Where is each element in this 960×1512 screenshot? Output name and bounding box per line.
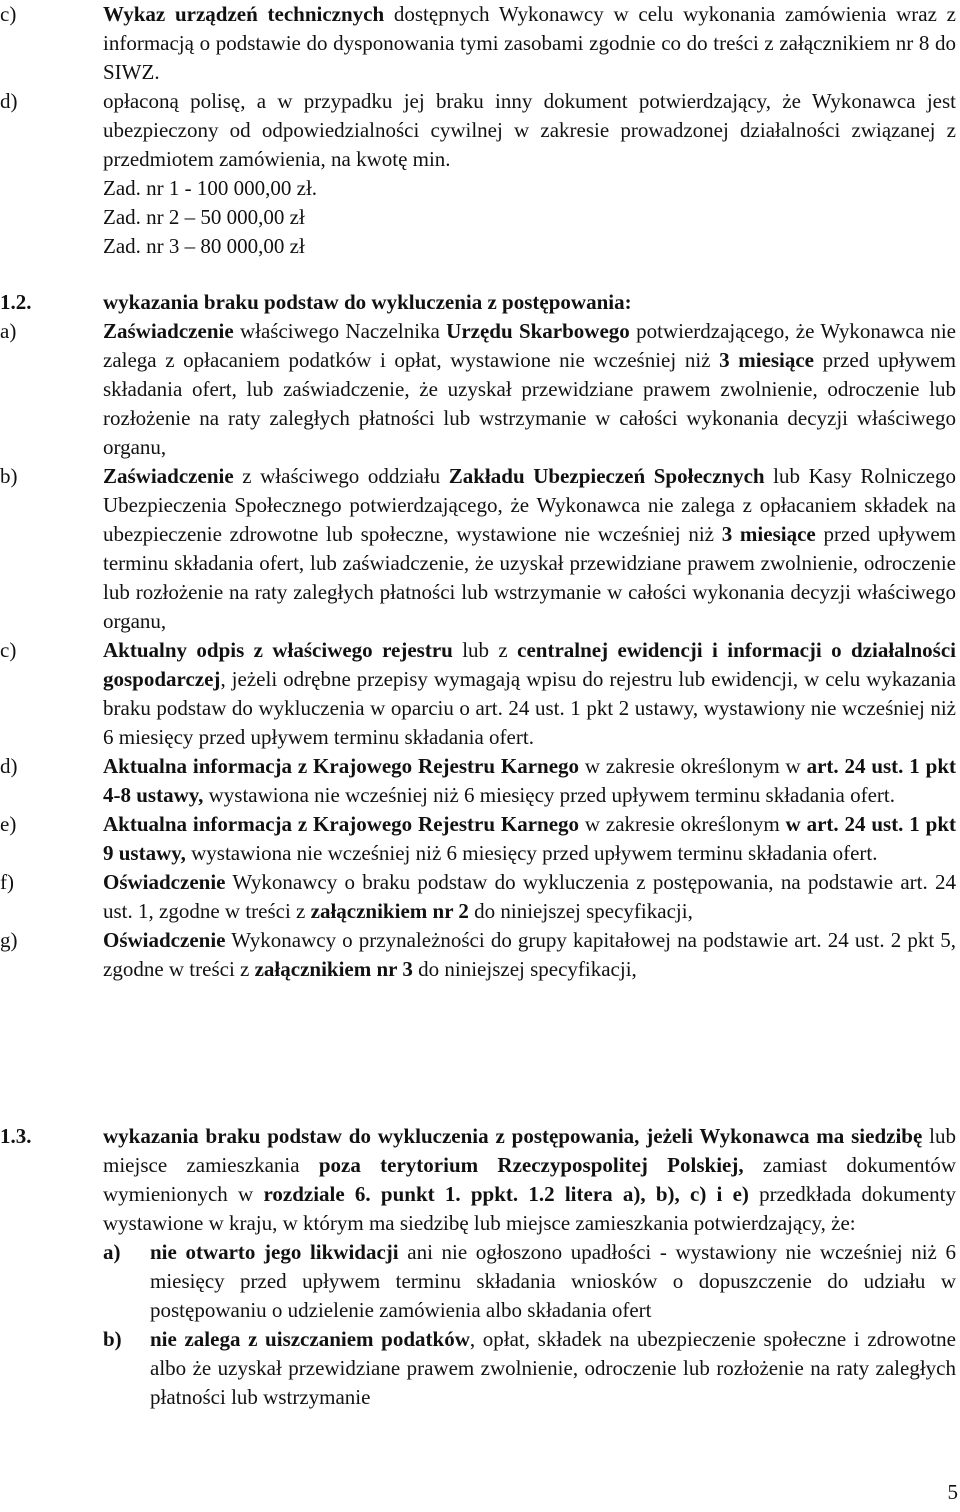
amount-line-2: Zad. nr 2 – 50 000,00 zł	[103, 205, 305, 229]
item-1-2-d	[0, 752, 960, 810]
item-label: a)	[103, 1240, 121, 1264]
item-label: g)	[0, 928, 18, 952]
item-text: Oświadczenie Wykonawcy o przynależności do grupy kapitałowej na podstawie art. 24 ust. 2 pkt 5, zgodne w treści z załącznikiem nr 3 do niniejszej specyfikacji,	[103, 928, 956, 981]
item-label: e)	[0, 812, 17, 836]
item-text: nie otwarto jego likwidacji ani nie ogłoszono upadłości - wystawiony nie wcześniej niż 6 miesięcy przed upływem terminu składania wniosków o dopuszczenie do udziału w postępowaniu o udzielenie zamówienia albo składania ofert	[150, 1240, 956, 1322]
item-label: c)	[0, 2, 17, 26]
item-text: Aktualny odpis z właściwego rejestru lub z centralnej ewidencji i informacji o działalności gospodarczej, jeżeli odrębne przepisy wymagają wpisu do rejestru lub ewidencji, w celu wykazania braku podstaw do wykluczenia w oparciu o art. 24 ust. 1 pkt 2 ustawy, wystawiony nie wcześniej niż 6 miesięcy przed upływem terminu składania ofert.	[103, 638, 956, 749]
item-text: opłaconą polisę, a w przypadku jej braku inny dokument potwierdzający, że Wykonawca jest ubezpieczony od odpowiedzialności cywilnej w zakresie prowadzonej działalności związanej z przedmiotem zamówienia, na kwotę min.	[103, 89, 956, 171]
item-1-3-a	[103, 1238, 960, 1325]
item-d-insurance	[0, 87, 960, 261]
item-1-2-a	[0, 317, 960, 462]
item-text: nie zalega z uiszczaniem podatków, opłat, składek na ubezpieczenie społeczne i zdrowotne albo że uzyskał przewidziane prawem zwolnienie, odroczenie lub rozłożenie na raty zaległych płatności lub wstrzymanie	[150, 1327, 956, 1409]
item-label: b)	[103, 1327, 122, 1351]
item-1-2-f	[0, 868, 960, 926]
section-number: 1.2.	[0, 290, 32, 314]
item-text: Wykaz urządzeń technicznych dostępnych Wykonawcy w celu wykonania zamówienia wraz z informacją o podstawie do dysponowania tymi zasobami zgodnie co do treści z załącznikiem nr 8 do SIWZ.	[103, 2, 956, 84]
section-text: wykazania braku podstaw do wykluczenia z postępowania, jeżeli Wykonawca ma siedzibę lub miejsce zamieszkania poza terytorium Rzeczypospolitej Polskiej, zamiast dokumentów wymienionych w rozdziale 6. punkt 1. ppkt. 1.2 litera a), b), c) i e) przedkłada dokumenty wystawione w kraju, w którym ma siedzibę lub miejsce zamieszkania potwierdzający, że:	[103, 1124, 956, 1235]
item-text: Zaświadczenie właściwego Naczelnika Urzędu Skarbowego potwierdzającego, że Wykonawca nie zalega z opłacaniem podatków i opłat, wystawione nie wcześniej niż 3 miesiące przed upływem składania ofert, lub zaświadczenie, że uzyskał przewidziane prawem zwolnienie, odroczenie lub rozłożenie na raty zaległych płatności lub wstrzymanie w całości wykonania decyzji właściwego organu,	[103, 319, 956, 459]
item-label: d)	[0, 754, 18, 778]
amount-line-3: Zad. nr 3 – 80 000,00 zł	[103, 234, 305, 258]
item-label: d)	[0, 89, 18, 113]
item-label: f)	[0, 870, 14, 894]
item-text: Aktualna informacja z Krajowego Rejestru Karnego w zakresie określonym w art. 24 ust. 1 pkt 4-8 ustawy, wystawiona nie wcześniej niż 6 miesięcy przed upływem terminu składania ofert.	[103, 754, 956, 807]
item-1-3-b	[103, 1325, 960, 1412]
item-1-2-e	[0, 810, 960, 868]
section-1-2	[0, 288, 960, 984]
section-1-3	[0, 1122, 960, 1412]
item-label: a)	[0, 319, 17, 343]
item-1-2-c	[0, 636, 960, 752]
item-1-2-g	[0, 926, 960, 984]
item-label: b)	[0, 464, 18, 488]
page-number: 5	[947, 1480, 958, 1504]
section-title: wykazania braku podstaw do wykluczenia z postępowania:	[103, 290, 632, 314]
item-label: c)	[0, 638, 17, 662]
item-text: Zaświadczenie z właściwego oddziału Zakładu Ubezpieczeń Społecznych lub Kasy Rolniczego Ubezpieczenia Społecznego potwierdzającego, że Wykonawca nie zalega z opłacaniem składek na ubezpieczenie zdrowotne lub społeczne, wystawione nie wcześniej niż 3 miesiące przed upływem terminu składania ofert, lub zaświadczenie, że uzyskał przewidziane prawem zwolnienie, odroczenie lub rozłożenie na raty zaległych płatności lub wstrzymanie w całości wykonania decyzji właściwego organu,	[103, 464, 956, 633]
section-number: 1.3.	[0, 1124, 32, 1148]
item-text: Aktualna informacja z Krajowego Rejestru Karnego w zakresie określonym w art. 24 ust. 1 pkt 9 ustawy, wystawiona nie wcześniej niż 6 miesięcy przed upływem terminu składania ofert.	[103, 812, 956, 865]
amount-line-1: Zad. nr 1 - 100 000,00 zł.	[103, 176, 318, 200]
item-text: Oświadczenie Wykonawcy o braku podstaw do wykluczenia z postępowania, na podstawie art. 24 ust. 1, zgodne w treści z załącznikiem nr 2 do niniejszej specyfikacji,	[103, 870, 956, 923]
item-1-2-b	[0, 462, 960, 636]
item-c-equipment	[0, 0, 960, 87]
